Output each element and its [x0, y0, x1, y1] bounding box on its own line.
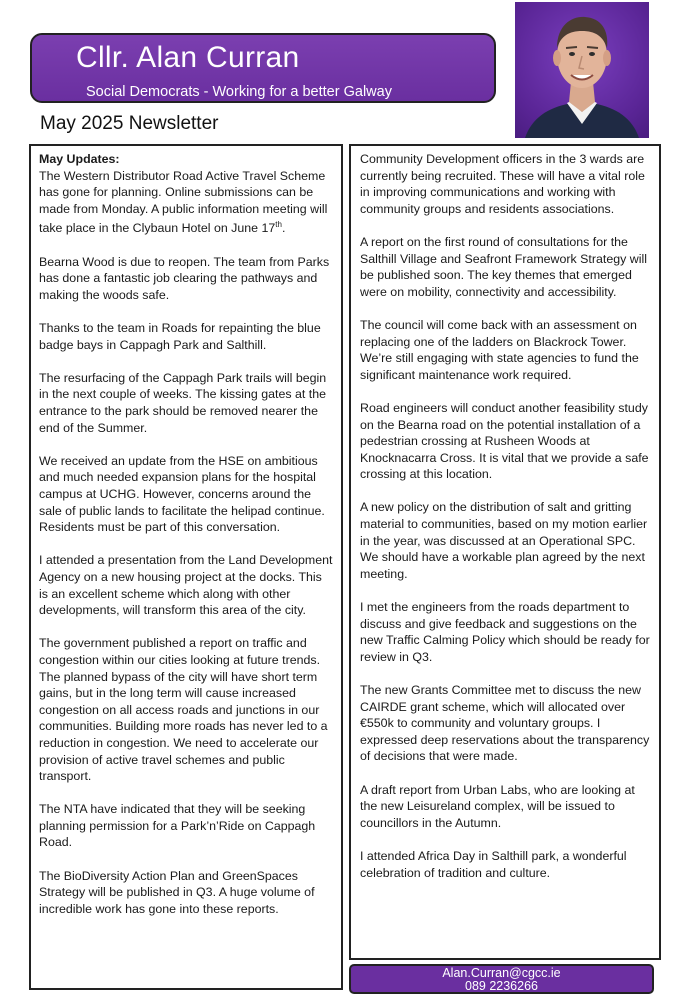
- header-banner: [30, 33, 496, 103]
- right-paragraph: A report on the first round of consultations for the Salthill Village and Seafront Framework Strategy will be published soon. The key themes that emerged were on mobility, connectivity and accessibility.: [360, 234, 647, 299]
- right-paragraph: Community Development officers in the 3 wards are currently being recruited. These will have a vital role in improving communications and working with community groups and residents associations.: [360, 152, 645, 216]
- right-paragraph: I attended Africa Day in Salthill park, a wonderful celebration of tradition and culture.: [360, 848, 627, 880]
- right-paragraph: The new Grants Committee met to discuss the new CAIRDE grant scheme, which will allocated over €550k to community and voluntary groups. I expressed deep reservations about the transparency of decisions that were made.: [360, 683, 650, 764]
- portrait-photo: [515, 2, 649, 138]
- party-tagline: Social Democrats - Working for a better Galway: [86, 84, 392, 100]
- left-paragraph: The NTA have indicated that they will be seeking planning permission for a Park’n’Ride on Cappagh Road.: [39, 802, 316, 850]
- left-paragraph: The resurfacing of the Cappagh Park trails will begin in the next couple of weeks. The kissing gates at the entrance to the park should be removed nearer the end of the Summer.: [39, 370, 327, 435]
- contact-email[interactable]: Alan.Curran@cgcc.ie: [442, 966, 561, 980]
- contact-phone[interactable]: 089 2236266: [465, 979, 538, 993]
- left-paragraph: Thanks to the team in Roads for repainting the blue badge bays in Cappagh Park and Salthill.: [39, 321, 321, 352]
- right-paragraph: A draft report from Urban Labs, who are looking at the new Leisureland complex, will be issued to councillors in the Autumn.: [360, 782, 635, 830]
- right-paragraph: Road engineers will conduct another feasibility study on the Bearna road on the potential installation of a pedestrian crossing at Rusheen Woods at Knocknacarra Cross. It is vital that we provide a safe crossing at this location.: [360, 400, 649, 482]
- right-paragraph: I met the engineers from the roads department to discuss and give feedback and suggestions on the new Traffic Calming Policy which should be ready for review in Q3.: [360, 600, 650, 664]
- left-paragraph: The government published a report on traffic and congestion within our cities looking at future trends. The planned bypass of the city will have short term gains, but in the long term will cause increased congestion on all access roads and junctions in our communities. Building more roads has never led to a reduction in congestion. We need to accelerate our provision of active travel schemes and public transport.: [39, 636, 328, 784]
- left-paragraph: Bearna Wood is due to reopen. The team from Parks has done a fantastic job clearing the pathways and making the woods safe.: [39, 254, 330, 302]
- newsletter-title: May 2025 Newsletter: [40, 113, 219, 134]
- left-paragraph: We received an update from the HSE on ambitious and much needed expansion plans for the hospital campus at UCHG. However, concerns around the sale of public lands to facilitate the helipad continue. Residents must be part of this conversation.: [39, 453, 325, 535]
- contact-box: [349, 964, 654, 994]
- right-column: [349, 144, 661, 960]
- portrait-illustration: [515, 2, 649, 138]
- left-paragraph: I attended a presentation from the Land Development Agency on a new housing project at the docks. This is an excellent scheme which along with other developments, will transform this area of the city.: [39, 553, 333, 618]
- right-paragraph: A new policy on the distribution of salt and gritting material to communities, based on my motion earlier in the year, was discussed at an Operational SPC. We should have a workable plan agreed by the next meeting.: [360, 500, 648, 581]
- left-paragraph: The Western Distributor Road Active Travel Scheme has gone for planning. Online submissions can be made from Monday. A public information meeting will take place in the Clybaun Hotel on June 17th.: [39, 168, 328, 236]
- left-column: [29, 144, 343, 990]
- updates-heading: May Updates:: [39, 152, 120, 166]
- left-paragraph: The BioDiversity Action Plan and GreenSpaces Strategy will be published in Q3. A huge volume of incredible work has gone into these reports.: [39, 868, 315, 916]
- right-paragraph: The council will come back with an assessment on replacing one of the ladders on Blackrock Tower. We’re still engaging with state agencies to fund the significant maintenance work required.: [360, 317, 639, 382]
- councillor-name: Cllr. Alan Curran: [76, 41, 300, 74]
